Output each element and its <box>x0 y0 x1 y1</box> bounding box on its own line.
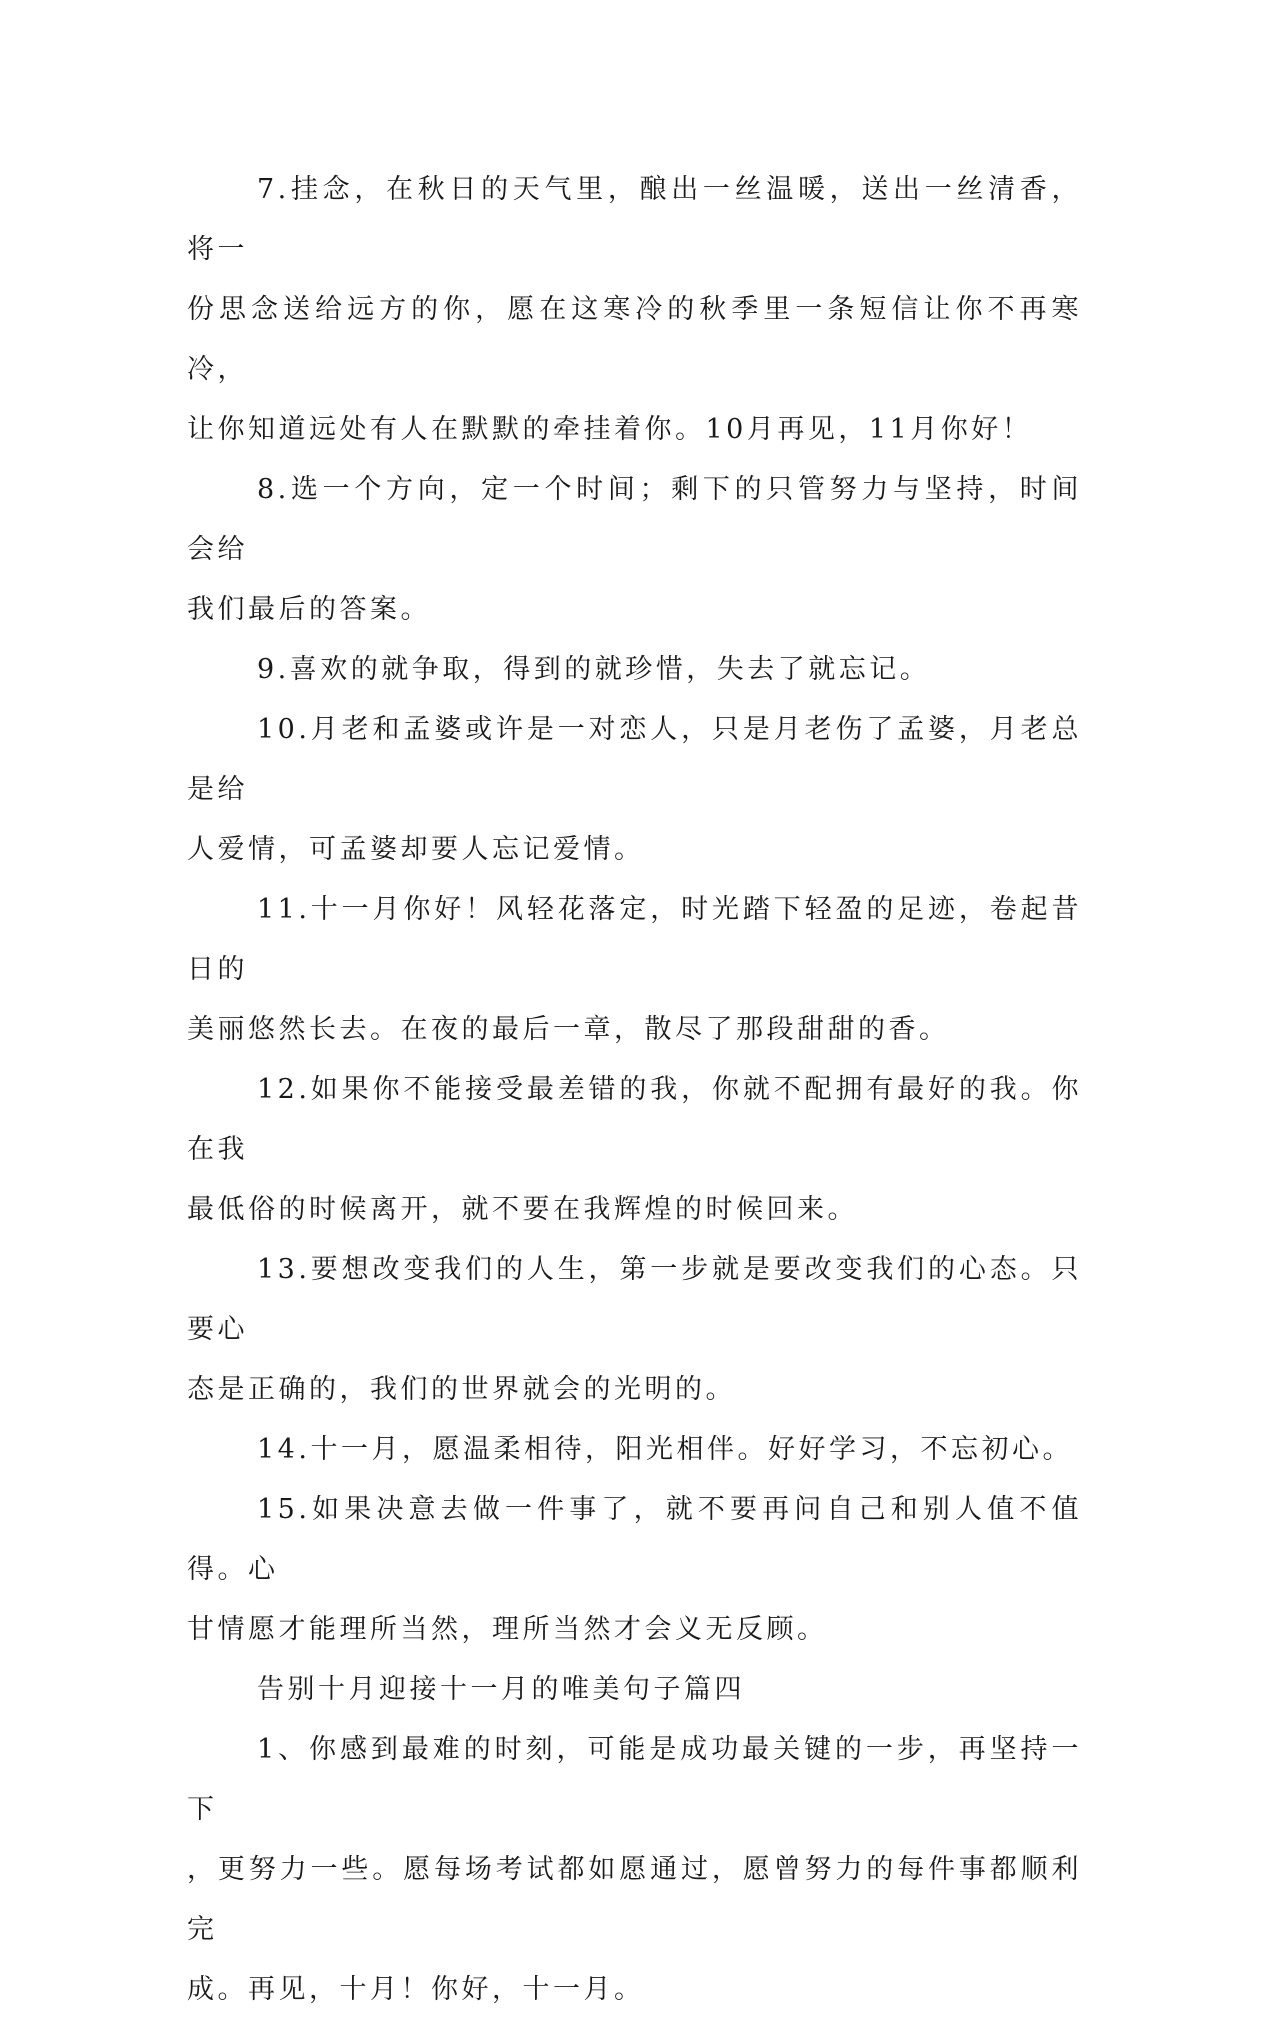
paragraph-item-9 <box>187 640 1082 700</box>
paragraph-line: 12.如果你不能接受最差错的我，你就不配拥有最好的我。你在我 <box>187 1074 1082 1165</box>
section-paragraph-item-1 <box>187 1720 1082 2020</box>
paragraph-item-14 <box>187 1420 1082 1480</box>
paragraph-line: 甘情愿才能理所当然，理所当然才会义无反顾。 <box>187 1614 828 1645</box>
document-body <box>187 160 1082 2020</box>
paragraph-line: 10.月老和孟婆或许是一对恋人，只是月老伤了孟婆，月老总是给 <box>187 714 1082 805</box>
paragraph-item-11 <box>187 880 1082 1060</box>
paragraph-line: 让你知道远处有人在默默的牵挂着你。10月再见，11月你好！ <box>187 414 1033 445</box>
paragraph-line: 态是正确的，我们的世界就会的光明的。 <box>187 1374 736 1405</box>
paragraph-line: 13.要想改变我们的人生，第一步就是要改变我们的心态。只要心 <box>187 1254 1082 1345</box>
paragraph-line: 7.挂念，在秋日的天气里，酿出一丝温暖，送出一丝清香，将一 <box>187 174 1082 265</box>
section-heading: 告别十月迎接十一月的唯美句子篇四 <box>257 1674 745 1705</box>
paragraph-line: 份思念送给远方的你，愿在这寒冷的秋季里一条短信让你不再寒冷， <box>187 294 1082 385</box>
paragraph-line: 1、你感到最难的时刻，可能是成功最关键的一步，再坚持一下 <box>187 1734 1082 1825</box>
paragraph-line: 8.选一个方向，定一个时间；剩下的只管努力与坚持，时间会给 <box>187 474 1082 565</box>
paragraph-line: 15.如果决意去做一件事了，就不要再问自己和别人值不值得。心 <box>187 1494 1082 1585</box>
paragraph-line: 最低俗的时候离开，就不要在我辉煌的时候回来。 <box>187 1194 858 1225</box>
paragraph-item-13 <box>187 1240 1082 1420</box>
paragraph-line: 成。再见，十月！你好，十一月。 <box>187 1974 645 2005</box>
paragraph-item-12 <box>187 1060 1082 1240</box>
paragraph-line: 我们最后的答案。 <box>187 594 431 625</box>
paragraph-line: 美丽悠然长去。在夜的最后一章，散尽了那段甜甜的香。 <box>187 1014 950 1045</box>
paragraph-line: 14.十一月，愿温柔相待，阳光相伴。好好学习，不忘初心。 <box>257 1434 1073 1465</box>
paragraph-item-15 <box>187 1480 1082 1660</box>
paragraph-line: 人爱情，可孟婆却要人忘记爱情。 <box>187 834 645 865</box>
paragraph-item-8 <box>187 460 1082 640</box>
paragraph-item-10 <box>187 700 1082 880</box>
paragraph-line: 9.喜欢的就争取，得到的就珍惜，失去了就忘记。 <box>257 654 931 685</box>
paragraph-line: ，更努力一些。愿每场考试都如愿通过，愿曾努力的每件事都顺利完 <box>187 1854 1082 1945</box>
paragraph-line: 11.十一月你好！风轻花落定，时光踏下轻盈的足迹，卷起昔日的 <box>187 894 1082 985</box>
paragraph-item-7 <box>187 160 1082 460</box>
